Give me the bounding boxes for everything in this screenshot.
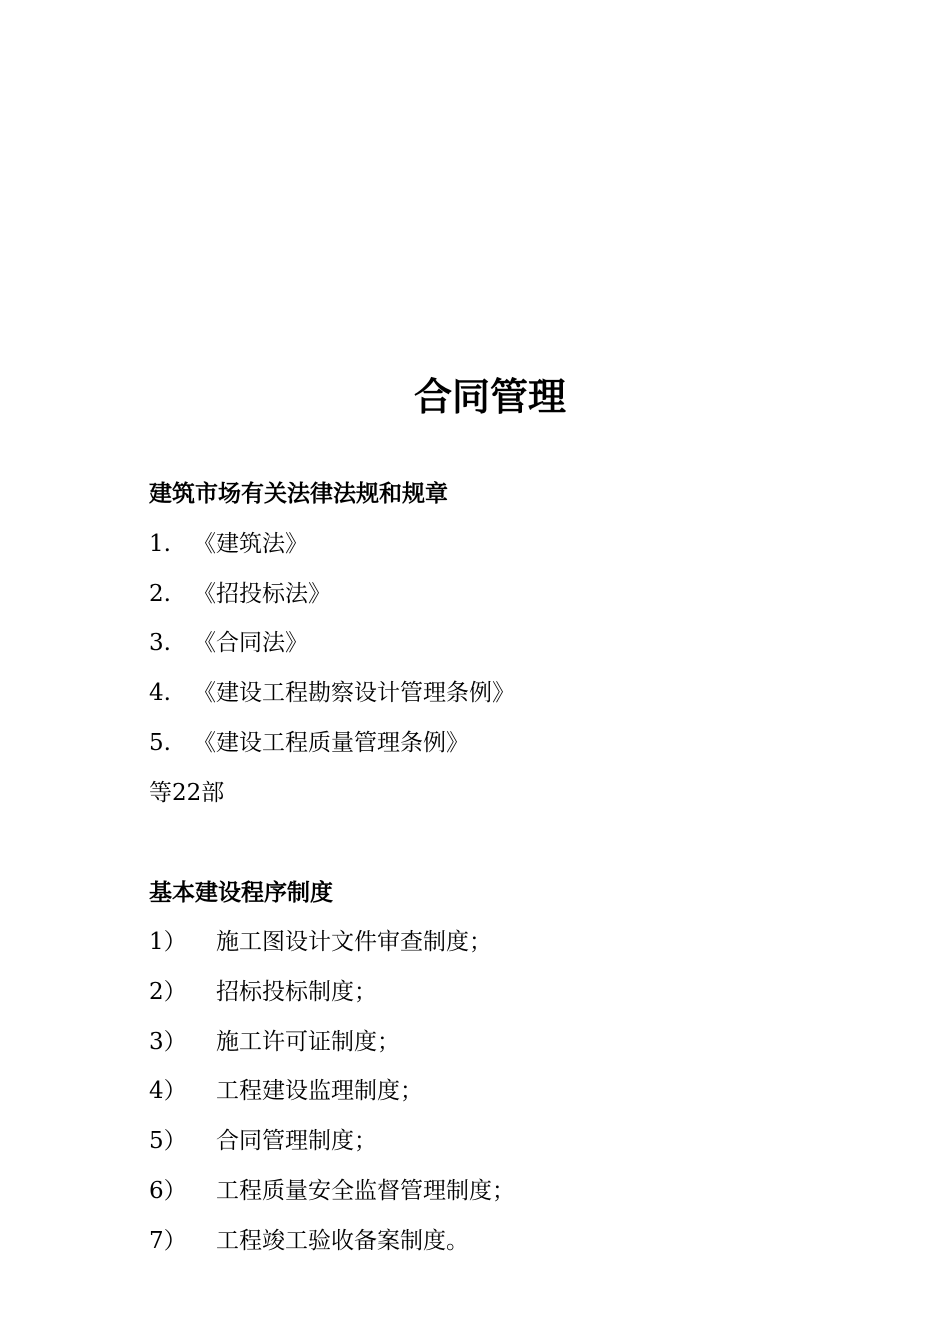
procedure-item <box>149 927 492 957</box>
procedure-item <box>149 977 377 1007</box>
procedure-item-number: 1） <box>149 929 187 955</box>
law-item <box>149 579 331 609</box>
law-item-text: 《建筑法》 <box>193 531 308 557</box>
law-item-text: 《合同法》 <box>193 630 308 656</box>
procedure-item-text: 合同管理制度； <box>216 1128 377 1154</box>
procedure-item-number: 7） <box>149 1228 187 1254</box>
law-item-number: 1. <box>149 531 171 557</box>
law-item-text: 《招投标法》 <box>193 581 331 607</box>
procedure-item-number: 3） <box>149 1029 187 1055</box>
procedure-item-text: 施工许可证制度； <box>216 1029 400 1055</box>
procedure-item-text: 施工图设计文件审查制度； <box>216 929 492 955</box>
law-item-number: 2. <box>149 581 171 607</box>
procedure-item-text: 招标投标制度； <box>216 979 377 1005</box>
procedure-item <box>149 1226 469 1256</box>
law-item <box>149 678 515 708</box>
procedure-item-number: 2） <box>149 979 187 1005</box>
procedure-item <box>149 1126 377 1156</box>
section-heading-procedures: 基本建设程序制度 <box>149 880 333 906</box>
law-item-number: 5. <box>149 730 171 756</box>
law-item <box>149 728 469 758</box>
procedure-item-number: 4） <box>149 1078 187 1104</box>
section-heading-laws: 建筑市场有关法律法规和规章 <box>149 481 448 507</box>
procedure-item <box>149 1176 515 1206</box>
law-item <box>149 529 308 559</box>
law-item-number: 3. <box>149 630 171 656</box>
procedure-item <box>149 1076 423 1106</box>
procedure-item-text: 工程竣工验收备案制度。 <box>216 1228 469 1254</box>
procedure-item <box>149 1027 400 1057</box>
law-item-text: 《建设工程勘察设计管理条例》 <box>193 680 515 706</box>
law-item-text: 《建设工程质量管理条例》 <box>193 730 469 756</box>
law-list-footer: 等22部 <box>149 780 225 806</box>
law-item-number: 4. <box>149 680 171 706</box>
page-title: 合同管理 <box>413 375 566 419</box>
procedure-item-text: 工程质量安全监督管理制度； <box>216 1178 515 1204</box>
procedure-item-number: 6） <box>149 1178 187 1204</box>
procedure-item-number: 5） <box>149 1128 187 1154</box>
law-item <box>149 628 308 658</box>
procedure-item-text: 工程建设监理制度； <box>216 1078 423 1104</box>
